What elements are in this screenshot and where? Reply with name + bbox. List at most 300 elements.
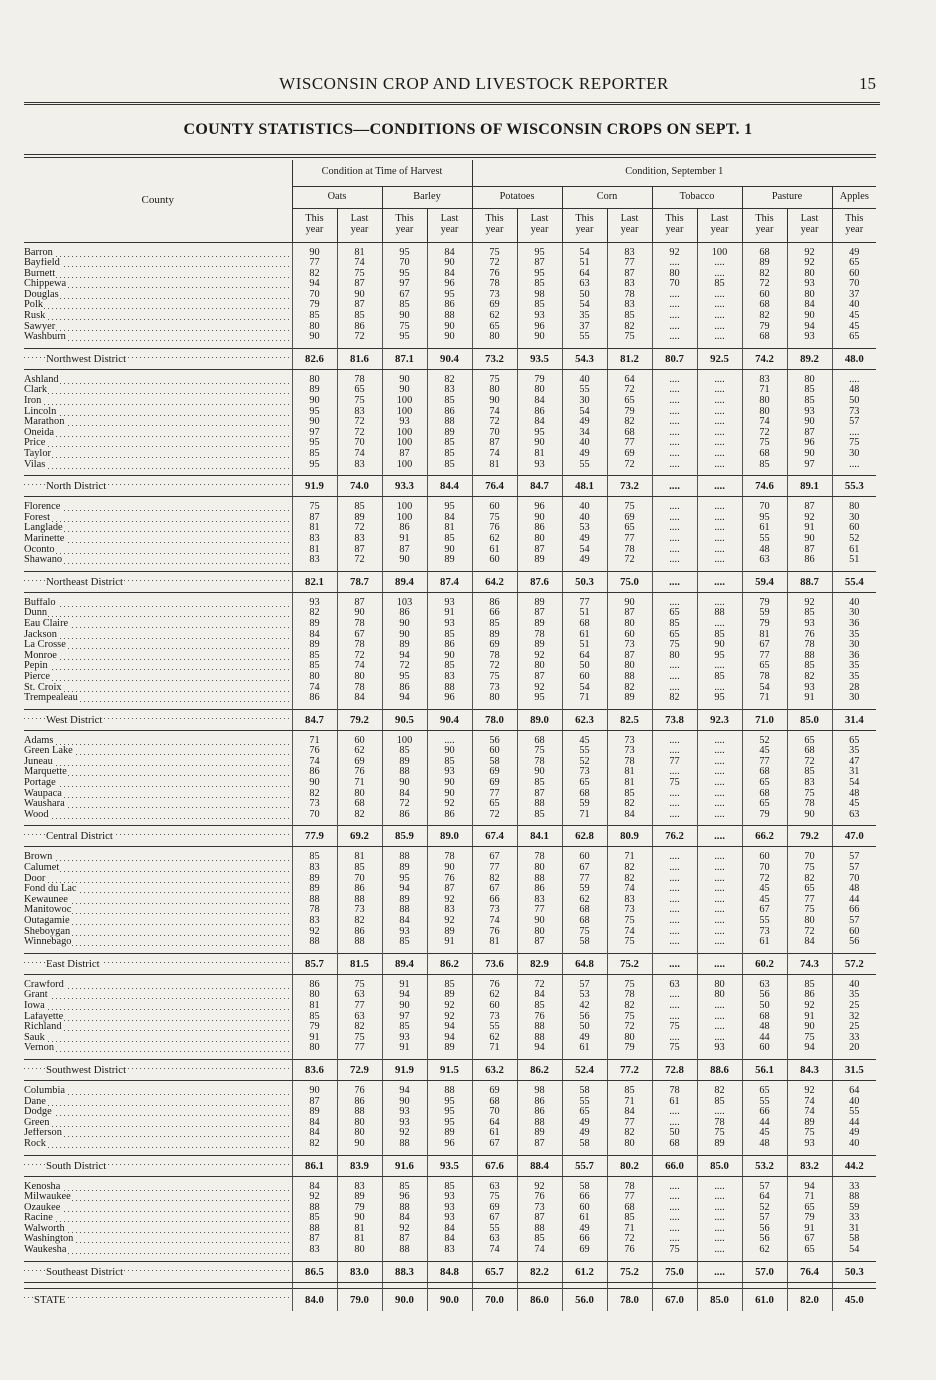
value-cell: 56 — [742, 1234, 787, 1245]
value-cell: 90 — [292, 396, 337, 407]
row-label: Rock — [24, 1138, 46, 1149]
district-row — [24, 476, 876, 497]
county-row — [24, 1234, 876, 1245]
county-name — [24, 693, 292, 704]
value-cell: .... — [652, 300, 697, 311]
value-cell: 80 — [472, 693, 517, 704]
value-cell: 57 — [742, 1182, 787, 1193]
value-cell: 80 — [292, 375, 337, 386]
value-cell: 89 — [292, 1107, 337, 1118]
row-label: Outagamie — [24, 916, 70, 926]
value-cell: 52 — [742, 736, 787, 747]
value-cell: 90 — [382, 385, 427, 396]
value-cell: 81 — [472, 460, 517, 471]
value-cell: 65 — [472, 322, 517, 333]
value-cell: 82 — [472, 874, 517, 885]
county-name — [24, 290, 292, 301]
value-cell: 93 — [787, 619, 832, 630]
value-cell: 63 — [472, 1234, 517, 1245]
value-cell: 55 — [562, 1097, 607, 1108]
row-label: Trempealeau — [24, 693, 78, 704]
value-cell: 82 — [607, 874, 652, 885]
value-cell: 62.8 — [562, 826, 607, 847]
row-label: South District — [46, 1159, 107, 1172]
value-cell: 84 — [427, 1224, 472, 1235]
value-cell: 84.3 — [787, 1059, 832, 1080]
value-cell: 56.1 — [742, 1059, 787, 1080]
county-row — [24, 799, 876, 810]
value-cell: 55.4 — [832, 571, 876, 592]
value-cell: .... — [697, 1001, 742, 1012]
value-cell: 90 — [517, 767, 562, 778]
value-cell: 81 — [292, 545, 337, 556]
value-cell: 85 — [787, 608, 832, 619]
county-row — [24, 852, 876, 863]
value-cell: 89 — [607, 693, 652, 704]
value-cell: 90 — [292, 778, 337, 789]
value-cell: 90 — [427, 332, 472, 343]
value-cell: 45 — [742, 746, 787, 757]
value-cell: 51 — [562, 640, 607, 651]
value-cell: 90 — [427, 789, 472, 800]
value-cell: 90.0 — [382, 1288, 427, 1311]
value-cell: 58 — [472, 757, 517, 768]
value-cell: .... — [652, 407, 697, 418]
value-cell: 90 — [787, 449, 832, 460]
county-name — [24, 619, 292, 630]
value-cell: 83 — [427, 1245, 472, 1256]
this-year-header: This year — [382, 208, 427, 242]
value-cell: 82 — [292, 789, 337, 800]
county-name — [24, 598, 292, 609]
county-row — [24, 523, 876, 534]
value-cell: 95 — [292, 460, 337, 471]
value-cell: 92 — [427, 1001, 472, 1012]
value-cell: .... — [652, 746, 697, 757]
value-cell: 35 — [832, 990, 876, 1001]
value-cell: 40 — [832, 980, 876, 991]
value-cell: .... — [652, 863, 697, 874]
value-cell: 63.2 — [472, 1059, 517, 1080]
value-cell: 81 — [337, 1234, 382, 1245]
value-cell: 93 — [787, 407, 832, 418]
value-cell: .... — [652, 937, 697, 948]
value-cell: 92 — [787, 1001, 832, 1012]
value-cell: 73 — [607, 746, 652, 757]
value-cell: 85 — [382, 746, 427, 757]
crop-header-pasture: Pasture — [742, 186, 832, 208]
value-cell: .... — [652, 502, 697, 513]
row-label: Adams — [24, 735, 54, 746]
value-cell: 88 — [382, 767, 427, 778]
value-cell: 71 — [607, 1224, 652, 1235]
value-cell: 89 — [337, 1192, 382, 1203]
value-cell: 95 — [697, 693, 742, 704]
value-cell: 86.5 — [292, 1261, 337, 1282]
district-row — [24, 953, 876, 974]
value-cell: 72 — [787, 757, 832, 768]
value-cell: 79 — [607, 1043, 652, 1054]
value-cell: 54 — [832, 778, 876, 789]
value-cell: 58 — [562, 1182, 607, 1193]
value-cell: .... — [697, 311, 742, 322]
row-label: Ashland — [24, 374, 59, 385]
value-cell: 72 — [787, 927, 832, 938]
value-cell: 90 — [427, 322, 472, 333]
value-cell: 83 — [292, 1245, 337, 1256]
value-cell: 48.0 — [832, 348, 876, 369]
value-cell: 82 — [607, 683, 652, 694]
value-cell: 87 — [292, 513, 337, 524]
value-cell: 100 — [382, 407, 427, 418]
crop-header-tobacco: Tobacco — [652, 186, 742, 208]
value-cell: .... — [697, 789, 742, 800]
value-cell: 66 — [742, 1107, 787, 1118]
value-cell: .... — [697, 322, 742, 333]
county-row — [24, 757, 876, 768]
value-cell: 67 — [472, 852, 517, 863]
value-cell: 93 — [427, 1192, 472, 1203]
value-cell: 25 — [832, 1022, 876, 1033]
value-cell: .... — [697, 1107, 742, 1118]
value-cell: 83 — [607, 300, 652, 311]
value-cell: 82 — [337, 810, 382, 821]
row-label: Southwest District — [46, 1063, 127, 1076]
value-cell: 89 — [292, 884, 337, 895]
sept-group-header: Condition, September 1 — [472, 160, 876, 186]
value-cell: 84 — [382, 1213, 427, 1224]
value-cell: 85 — [427, 396, 472, 407]
value-cell: 91 — [787, 1224, 832, 1235]
value-cell: 83.6 — [292, 1059, 337, 1080]
value-cell: 75 — [337, 269, 382, 280]
value-cell: 78 — [517, 630, 562, 641]
value-cell: 80 — [517, 534, 562, 545]
value-cell: 54.3 — [562, 348, 607, 369]
value-cell: 87 — [517, 937, 562, 948]
value-cell: 85 — [517, 300, 562, 311]
county-row — [24, 1182, 876, 1193]
value-cell: 96 — [427, 1139, 472, 1150]
value-cell: 90 — [787, 417, 832, 428]
value-cell: 91.9 — [382, 1059, 427, 1080]
value-cell: 30 — [832, 449, 876, 460]
value-cell: 90 — [382, 1097, 427, 1108]
value-cell: .... — [652, 1213, 697, 1224]
value-cell: 90 — [517, 513, 562, 524]
row-label: La Crosse — [24, 640, 66, 651]
value-cell: 61 — [472, 1128, 517, 1139]
value-cell: 63 — [337, 990, 382, 1001]
value-cell: 91 — [427, 608, 472, 619]
value-cell: 56 — [472, 736, 517, 747]
value-cell: 87 — [337, 598, 382, 609]
row-label: Portage — [24, 778, 56, 789]
value-cell: 54 — [562, 300, 607, 311]
value-cell: 91 — [292, 1033, 337, 1044]
county-name — [24, 746, 292, 757]
value-cell: 90 — [787, 534, 832, 545]
value-cell: 80 — [472, 332, 517, 343]
value-cell: 72 — [337, 555, 382, 566]
value-cell: 79 — [292, 300, 337, 311]
value-cell: 76 — [472, 269, 517, 280]
county-row — [24, 1086, 876, 1097]
value-cell: 49 — [562, 555, 607, 566]
value-cell: 82 — [337, 1022, 382, 1033]
value-cell: .... — [652, 874, 697, 885]
value-cell: 55 — [832, 1107, 876, 1118]
county-name — [24, 852, 292, 863]
value-cell: 94 — [382, 990, 427, 1001]
value-cell: 90 — [382, 311, 427, 322]
row-label: Langlade — [24, 523, 63, 534]
value-cell: 66.0 — [652, 1155, 697, 1176]
value-cell: 88.7 — [787, 571, 832, 592]
row-label: Marinette — [24, 533, 65, 544]
value-cell: 81 — [517, 449, 562, 460]
value-cell: 70 — [337, 874, 382, 885]
value-cell: 95 — [517, 248, 562, 259]
value-cell: 57.0 — [742, 1261, 787, 1282]
county-row — [24, 1128, 876, 1139]
value-cell: 76 — [517, 1012, 562, 1023]
county-row — [24, 789, 876, 800]
value-cell: 88 — [832, 1192, 876, 1203]
value-cell: .... — [652, 396, 697, 407]
value-cell: 57 — [832, 852, 876, 863]
county-row — [24, 449, 876, 460]
value-cell: 49 — [562, 449, 607, 460]
county-name — [24, 916, 292, 927]
row-label: Chippewa — [24, 279, 67, 290]
value-cell: 63 — [832, 810, 876, 821]
county-row — [24, 1118, 876, 1129]
county-name — [24, 810, 292, 821]
county-row — [24, 980, 876, 991]
value-cell: .... — [652, 385, 697, 396]
county-name — [24, 1182, 292, 1193]
value-cell: 80 — [517, 927, 562, 938]
county-name — [24, 937, 292, 948]
value-cell: 75 — [742, 438, 787, 449]
value-cell: 83 — [607, 248, 652, 259]
value-cell: 70 — [292, 810, 337, 821]
value-cell: 87.4 — [427, 571, 472, 592]
value-cell: 89 — [472, 630, 517, 641]
value-cell: 87 — [337, 545, 382, 556]
value-cell: 75 — [787, 1128, 832, 1139]
value-cell: 40 — [562, 502, 607, 513]
value-cell: 97 — [382, 1012, 427, 1023]
value-cell: 83 — [607, 279, 652, 290]
value-cell: 47 — [832, 757, 876, 768]
value-cell: .... — [697, 428, 742, 439]
value-cell: 55 — [742, 534, 787, 545]
value-cell: .... — [697, 895, 742, 906]
value-cell: 93 — [427, 767, 472, 778]
value-cell: 71 — [292, 736, 337, 747]
value-cell: 65 — [607, 523, 652, 534]
value-cell: 65 — [607, 396, 652, 407]
value-cell: 83 — [292, 863, 337, 874]
value-cell: 92 — [652, 248, 697, 259]
value-cell: 85 — [292, 449, 337, 460]
value-cell: 80 — [652, 651, 697, 662]
value-cell: 95 — [427, 1118, 472, 1129]
value-cell: 65 — [787, 736, 832, 747]
value-cell: 97 — [382, 279, 427, 290]
value-cell: 76 — [427, 874, 472, 885]
value-cell: 88 — [517, 1118, 562, 1129]
value-cell: 88.6 — [697, 1059, 742, 1080]
last-year-header: Last year — [787, 208, 832, 242]
value-cell: 35 — [832, 630, 876, 641]
value-cell: 66.2 — [742, 826, 787, 847]
value-cell: 90 — [337, 608, 382, 619]
value-cell: 80 — [337, 1118, 382, 1129]
value-cell: 67 — [742, 640, 787, 651]
value-cell: 88 — [517, 1022, 562, 1033]
value-cell: 62 — [337, 746, 382, 757]
value-cell: 92 — [787, 248, 832, 259]
county-name — [24, 1043, 292, 1054]
value-cell: 93 — [292, 598, 337, 609]
county-row — [24, 438, 876, 449]
value-cell: 72 — [607, 385, 652, 396]
county-row — [24, 279, 876, 290]
value-cell: .... — [697, 874, 742, 885]
value-cell: 77 — [787, 895, 832, 906]
value-cell: 60 — [742, 290, 787, 301]
value-cell: 94 — [382, 693, 427, 704]
county-row — [24, 1213, 876, 1224]
value-cell: 80 — [832, 502, 876, 513]
row-label: Door — [24, 873, 46, 884]
value-cell: .... — [697, 661, 742, 672]
value-cell: 96 — [427, 279, 472, 290]
value-cell: 70 — [832, 874, 876, 885]
value-cell: 85 — [382, 1182, 427, 1193]
value-cell: 85 — [427, 661, 472, 672]
value-cell: .... — [652, 476, 697, 497]
value-cell: 68 — [742, 789, 787, 800]
value-cell: .... — [652, 1033, 697, 1044]
value-cell: 91 — [787, 1012, 832, 1023]
value-cell: 90 — [337, 1139, 382, 1150]
value-cell: 85 — [787, 385, 832, 396]
value-cell: 63 — [472, 1182, 517, 1193]
value-cell: 73 — [742, 927, 787, 938]
value-cell: 86 — [517, 1097, 562, 1108]
value-cell: .... — [697, 1245, 742, 1256]
value-cell: 77 — [742, 757, 787, 768]
value-cell: 92 — [292, 1192, 337, 1203]
value-cell: 88 — [517, 1033, 562, 1044]
value-cell: 50 — [562, 661, 607, 672]
value-cell: 31 — [832, 767, 876, 778]
value-cell: 84 — [607, 810, 652, 821]
value-cell: 49 — [562, 1128, 607, 1139]
value-cell: .... — [652, 1192, 697, 1203]
row-label: Vilas — [24, 459, 46, 470]
value-cell: 89 — [787, 1118, 832, 1129]
value-cell: 88 — [292, 1203, 337, 1214]
value-cell: 72 — [607, 1022, 652, 1033]
value-cell: 80 — [337, 1128, 382, 1139]
county-name — [24, 396, 292, 407]
value-cell: 90 — [427, 651, 472, 662]
value-cell: 59 — [742, 608, 787, 619]
county-name — [24, 502, 292, 513]
county-row — [24, 661, 876, 672]
district-row — [24, 1059, 876, 1080]
value-cell: 51 — [562, 608, 607, 619]
value-cell: 90 — [517, 332, 562, 343]
row-label: Pepin — [24, 661, 48, 672]
value-cell: 95 — [382, 874, 427, 885]
value-cell: 61.0 — [742, 1288, 787, 1311]
value-cell: 67 — [337, 630, 382, 641]
value-cell: 58 — [562, 1086, 607, 1097]
value-cell: 36 — [832, 619, 876, 630]
value-cell: .... — [697, 476, 742, 497]
row-label: Waushara — [24, 799, 65, 810]
value-cell: 82 — [607, 1001, 652, 1012]
value-cell: 75 — [607, 332, 652, 343]
value-cell: 90.4 — [427, 709, 472, 730]
value-cell: 75.2 — [607, 1261, 652, 1282]
value-cell: 67.6 — [472, 1155, 517, 1176]
value-cell: 34 — [562, 428, 607, 439]
this-year-header: This year — [562, 208, 607, 242]
value-cell: .... — [652, 1001, 697, 1012]
county-name — [24, 799, 292, 810]
value-cell: 84 — [517, 990, 562, 1001]
row-label: Jackson — [24, 629, 57, 640]
value-cell: 85 — [292, 311, 337, 322]
value-cell: 95 — [517, 693, 562, 704]
value-cell: 88.3 — [382, 1261, 427, 1282]
value-cell: 86 — [427, 407, 472, 418]
title-rule — [24, 154, 876, 155]
value-cell: 78 — [607, 290, 652, 301]
value-cell: 92 — [382, 1224, 427, 1235]
value-cell: 92 — [427, 916, 472, 927]
county-name — [24, 1192, 292, 1203]
value-cell: 71 — [742, 693, 787, 704]
district-row — [24, 1261, 876, 1282]
value-cell: 74 — [607, 927, 652, 938]
value-cell: 54 — [562, 683, 607, 694]
value-cell: 70 — [652, 279, 697, 290]
value-cell: 63 — [742, 555, 787, 566]
value-cell: 92 — [292, 927, 337, 938]
value-cell: 88 — [427, 311, 472, 322]
value-cell: 86.2 — [427, 953, 472, 974]
value-cell: 70.0 — [472, 1288, 517, 1311]
value-cell: 85 — [607, 311, 652, 322]
value-cell: 77 — [607, 1192, 652, 1203]
value-cell: .... — [697, 300, 742, 311]
county-name — [24, 953, 292, 974]
value-cell: 74.6 — [742, 476, 787, 497]
value-cell: 91.9 — [292, 476, 337, 497]
value-cell: 89 — [382, 863, 427, 874]
value-cell: 85.0 — [787, 709, 832, 730]
value-cell: 68 — [562, 789, 607, 800]
value-cell: 80 — [607, 1033, 652, 1044]
